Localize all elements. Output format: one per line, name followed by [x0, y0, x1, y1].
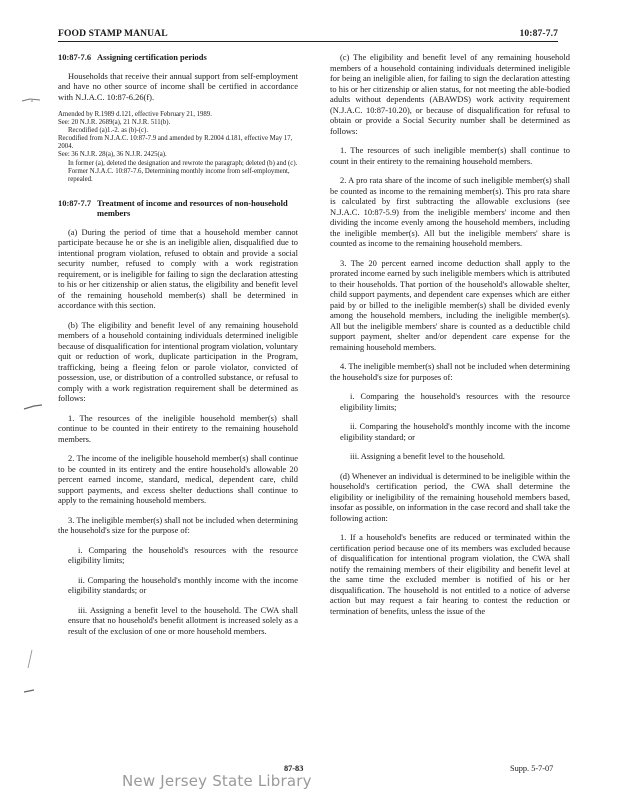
section-title: Assigning certification periods: [97, 52, 207, 62]
margin-mark-icon: [22, 648, 36, 698]
paragraph-c4i: i. Comparing the household's resources with the resource eligibility limits;: [340, 391, 570, 412]
left-column: [58, 52, 298, 645]
paragraph-b2: 2. The income of the ineligible household member(s) shall continue to be counted in its entirety and the entire household's allowable 20 percent earned income, standard, medical, dependent care, child support payments, and excess shelter deductions shall continue to apply to the remaining household members.: [58, 453, 298, 506]
paragraph-c4ii: ii. Comparing the household's monthly income with the income eligibility standard; or: [340, 421, 570, 442]
paragraph-c4: 4. The ineligible member(s) shall not be included when determining the household's size for purposes of:: [330, 361, 570, 382]
library-watermark: New Jersey State Library: [122, 772, 312, 790]
section-range: 10:87-7.7: [519, 28, 558, 39]
section-heading-7-7: [58, 198, 298, 219]
section-number: 10:87-7.7: [58, 197, 92, 208]
history-note: See: 36 N.J.R. 28(a), 36 N.J.R. 2425(a).: [58, 151, 167, 159]
history-note: Recodified from N.J.A.C. 10:87-7.9 and amended by R.2004 d.181, effective May 17, 2004.: [58, 135, 293, 151]
paragraph-c4iii: iii. Assigning a benefit level to the household.: [350, 451, 505, 461]
paragraph-b3ii: ii. Comparing the household's monthly income with the income eligibility standards; or: [68, 574, 298, 596]
paragraph-c: (c) The eligibility and benefit level of any remaining household members of a household containing individuals determined ineligible for being an ineligible alien, for failing to sign the declaration attesting to his or her citizenship or alien status, for not meeting the able-bodied adults without dependents (ABAWDS) work activity requirement (N.J.A.C. 10:87-10.20), or because of disqualification for refusal to obtain or provide a Social Security number shall be determined as follows:: [330, 52, 570, 136]
supplement-date: Supp. 5-7-07: [510, 764, 554, 773]
right-column: [330, 52, 570, 625]
paragraph-d: (d) Whenever an individual is determined to be ineligible within the household's certification period, the CWA shall determine the eligibility or ineligibility of the remaining household members based, insofar as possible, on information in the case record and shall take the following action:: [330, 470, 570, 523]
history-note: Amended by R.1989 d.121, effective February 21, 1989.: [58, 111, 212, 118]
running-header: [58, 27, 558, 42]
paragraph-b1: 1. The resources of the ineligible household member(s) shall continue to be counted in their entirety to the remaining household members.: [58, 412, 298, 444]
paragraph-b3iii: iii. Assigning a benefit level to the household. The CWA shall ensure that no household's benefit allotment is increased solely as a result of the exclusion of one or more household members.: [68, 604, 298, 636]
paragraph-a: (a) During the period of time that a household member cannot participate because he or she is an ineligible alien, disqualified due to intentional program violation, refused to obtain and provide a social security number, refused to comply with a work registration requirement, or is ineligible for failing to sign the declaration attesting to his or her citizenship or alien status, the eligibility and benefit level of the remaining household member(s) shall be determined in accordance with this section.: [58, 226, 298, 311]
paragraph-d1: 1. If a household's benefits are reduced or terminated within the certification period because one of its members was excluded because of disqualification for intentional program violation, the CWA shall notify the remaining members of their eligibility and benefit level at the same time the excluded member is notified of his or her disqualification. The household is not entitled to a notice of adverse action but may request a fair hearing to contest the reduction or termination of benefits, unless the issue of the: [330, 532, 570, 616]
history-note: See: 20 N.J.R. 2689(a), 21 N.J.R. 511(b).: [58, 119, 171, 127]
section-heading-7-6: [58, 52, 298, 63]
paragraph-b3: 3. The ineligible member(s) shall not be included when determining the household's size for the purpose of:: [58, 514, 298, 536]
section-number: 10:87-7.6: [58, 52, 92, 62]
paragraph-c3: 3. The 20 percent earned income deduction shall apply to the prorated income earned by such ineligible members which is attributed to their households. That portion of the household's allowable shelter, child support payments, and dependent care expenses which are either paid by or billed to the ineligible member(s) shall be divided evenly among the household members, including the ineligible member(s). All but the ineligible members' share is counted as a deductible child support payment, shelter and/or dependent care expense for the remaining household members.: [330, 257, 570, 352]
margin-mark-icon: [22, 402, 44, 412]
paragraph-b: (b) The eligibility and benefit level of any remaining household members of a household containing individuals determined ineligible because of disqualification for intentional program violation, voluntary quit or reduction of work, duplicate participation in the Program, trafficking, being a fleeing felon or parole violator, convicted of possession, use, or distribution of a controlled substance, or refusal to comply with a work registration requirement shall be determined as follows:: [58, 319, 298, 404]
history-note: In former (a), deleted the designation and rewrote the paragraph; deleted (b) and (c). Former N.J.A.C. 10:87-7.6, Determining monthly income from self-employment, repealed.: [68, 159, 298, 183]
paragraph-c1: 1. The resources of such ineligible member(s) shall continue to count in their entirety to the remaining household members.: [330, 145, 570, 166]
paragraph-c2: 2. A pro rata share of the income of such ineligible member(s) shall be counted as income to the remaining member(s). This pro rata share is calculated by first subtracting the allowable exclusions (see N.J.A.C. 10:87-5.9) from the ineligible members' income and then dividing the income evenly among the household members, including the ineligible member(s). All but the ineligible members' share is counted as income to the remaining household members.: [330, 175, 570, 248]
section-7-6-body: Households that receive their annual support from self-employment and have no other source of income shall be certified in accordance with N.J.A.C. 10:87-6.26(f).: [58, 70, 298, 102]
margin-mark-icon: [20, 96, 44, 104]
paragraph-b3i: i. Comparing the household's resources with the resource eligibility limits;: [68, 544, 298, 566]
page-number: 87-83: [284, 764, 304, 773]
section-title: Treatment of income and resources of non-household members: [97, 197, 288, 219]
history-notes: [58, 111, 298, 184]
history-note: Recodified (a)1.-2. as (b)-(c).: [68, 127, 149, 135]
manual-title: FOOD STAMP MANUAL: [58, 28, 168, 39]
